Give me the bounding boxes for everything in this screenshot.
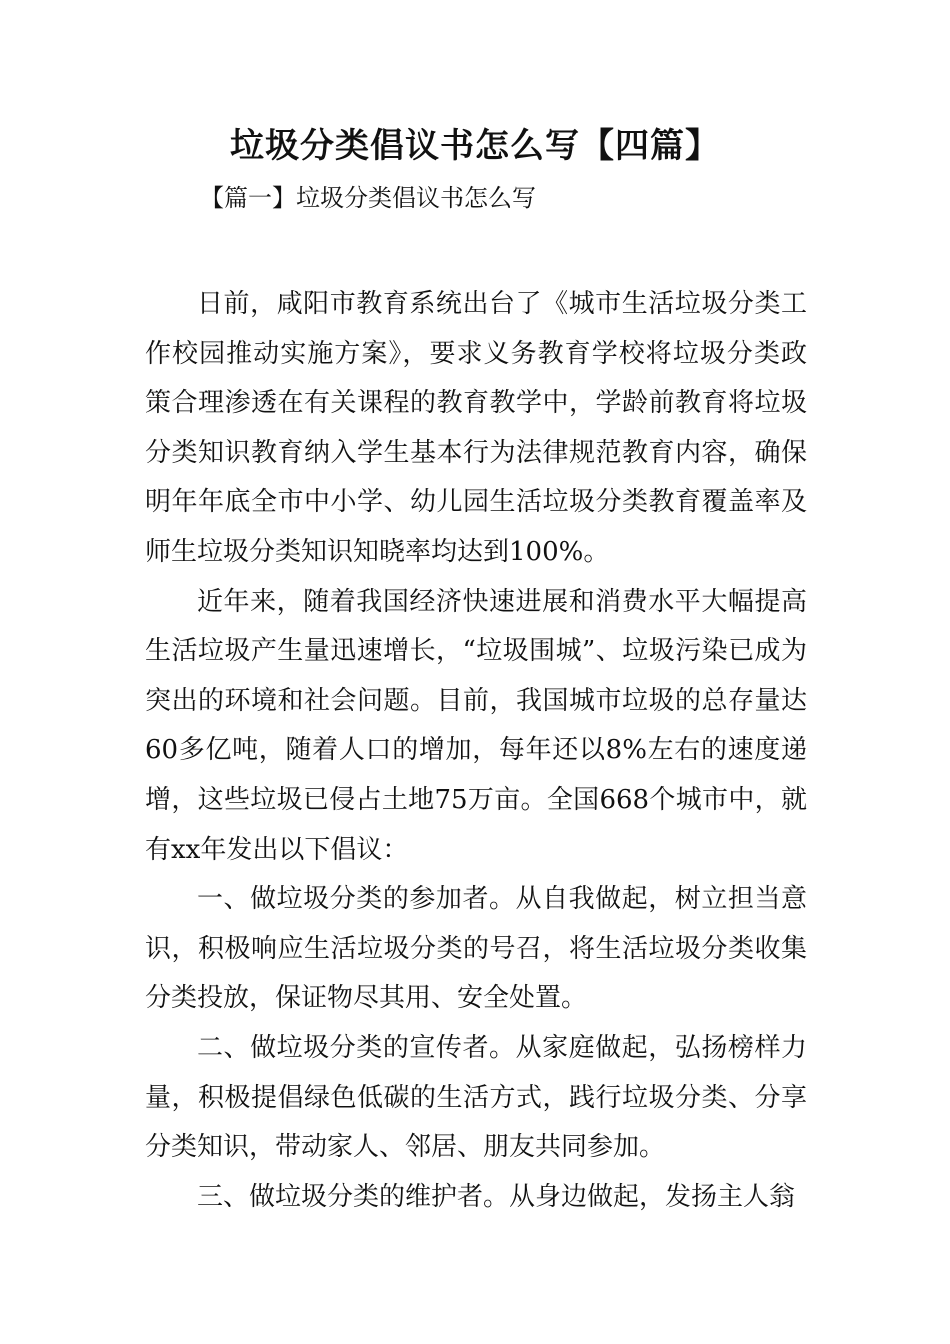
document-body [145,280,807,1222]
paragraph-background: 近年来，随着我国经济快速进展和消费水平大幅提高生活垃圾产生量迅速增长，“垃圾围城”、垃圾污染已成为突出的环境和社会问题。目前，我国城市垃圾的总存量达60多亿吨，随着人口的增加，每年还以8%左右的速度递增，这些垃圾已侵占土地75万亩。全国668个城市中，就有xx年发出以下倡议： [145,586,807,865]
paragraph-intro: 日前，咸阳市教育系统出台了《城市生活垃圾分类工作校园推动实施方案》，要求义务教育学校将垃圾分类政策合理渗透在有关课程的教育教学中，学龄前教育将垃圾分类知识教育纳入学生基本行为法律规范教育内容，确保明年年底全市中小学、幼儿园生活垃圾分类教育覆盖率及师生垃圾分类知识知晓率均达到100%。 [145,289,807,567]
paragraph-proposal-2: 二、做垃圾分类的宣传者。从家庭做起，弘扬榜样力量，积极提倡绿色低碳的生活方式，践行垃圾分类、分享分类知识，带动家人、邻居、朋友共同参加。 [145,1032,807,1163]
paragraph-proposal-3: 三、做垃圾分类的维护者。从身边做起，发扬主人翁 [197,1181,796,1212]
paragraph-proposal-1: 一、做垃圾分类的参加者。从自我做起，树立担当意识，积极响应生活垃圾分类的号召，将生活垃圾分类收集分类投放，保证物尽其用、安全处置。 [145,884,807,1014]
section-heading: 【篇一】垃圾分类倡议书怎么写 [200,184,536,212]
document-title: 垃圾分类倡议书怎么写【四篇】 [230,126,720,166]
